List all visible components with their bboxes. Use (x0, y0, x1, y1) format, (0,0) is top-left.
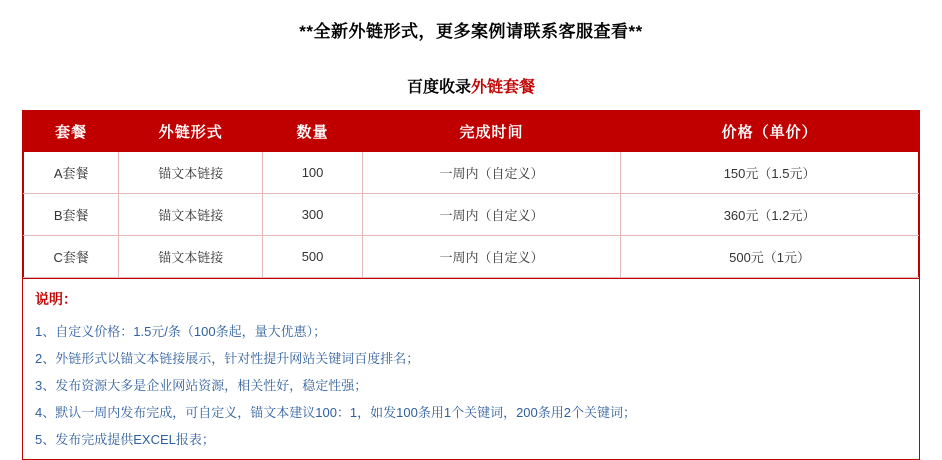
table-title-accent: 外链套餐 (471, 79, 536, 96)
cell-package: B套餐 (24, 194, 119, 236)
note-item: 3、发布资源大多是企业网站资源，相关性好，稳定性强； (35, 378, 368, 393)
cell-price: 360元（1.2元） (621, 194, 919, 236)
pricing-table-head (24, 111, 919, 152)
cell-quantity: 300 (263, 194, 363, 236)
pricing-table (23, 110, 919, 278)
cell-package: A套餐 (24, 152, 119, 194)
cell-quantity: 500 (263, 236, 363, 278)
cell-link-type: 锚文本链接 (119, 152, 263, 194)
pricing-table-wrapper (22, 110, 920, 279)
table-row (24, 194, 919, 236)
note-item: 1、自定义价格：1.5元/条（100条起，量大优惠）； (35, 324, 327, 339)
header-completion-time: 完成时间 (362, 111, 620, 152)
header-quantity: 数量 (263, 111, 363, 152)
table-title (0, 74, 942, 97)
cell-completion-time: 一周内（自定义） (362, 194, 620, 236)
cell-completion-time: 一周内（自定义） (362, 152, 620, 194)
note-item: 4、默认一周内发布完成，可自定义，锚文本建议100：1，如发100条用1个关键词，200条用2个关键词； (35, 405, 636, 420)
page-headline: **全新外链形式，更多案例请联系客服查看** (299, 22, 643, 41)
cell-link-type: 锚文本链接 (119, 194, 263, 236)
cell-price: 150元（1.5元） (621, 152, 919, 194)
table-header-row (24, 111, 919, 152)
header-link-type: 外链形式 (119, 111, 263, 152)
notes-title: 说明： (35, 291, 77, 307)
header-package: 套餐 (24, 111, 119, 152)
cell-quantity: 100 (263, 152, 363, 194)
pricing-table-body (24, 152, 919, 278)
header-price: 价格（单价） (621, 111, 919, 152)
note-item: 5、发布完成提供EXCEL报表； (35, 432, 215, 447)
cell-completion-time: 一周内（自定义） (362, 236, 620, 278)
cell-price: 500元（1元） (621, 236, 919, 278)
table-row (24, 152, 919, 194)
notes-section (22, 279, 920, 460)
cell-link-type: 锚文本链接 (119, 236, 263, 278)
table-row (24, 236, 919, 278)
table-title-prefix: 百度收录 (406, 79, 471, 96)
cell-package: C套餐 (24, 236, 119, 278)
note-item: 2、外链形式以锚文本链接展示，针对性提升网站关键词百度排名； (35, 351, 420, 366)
